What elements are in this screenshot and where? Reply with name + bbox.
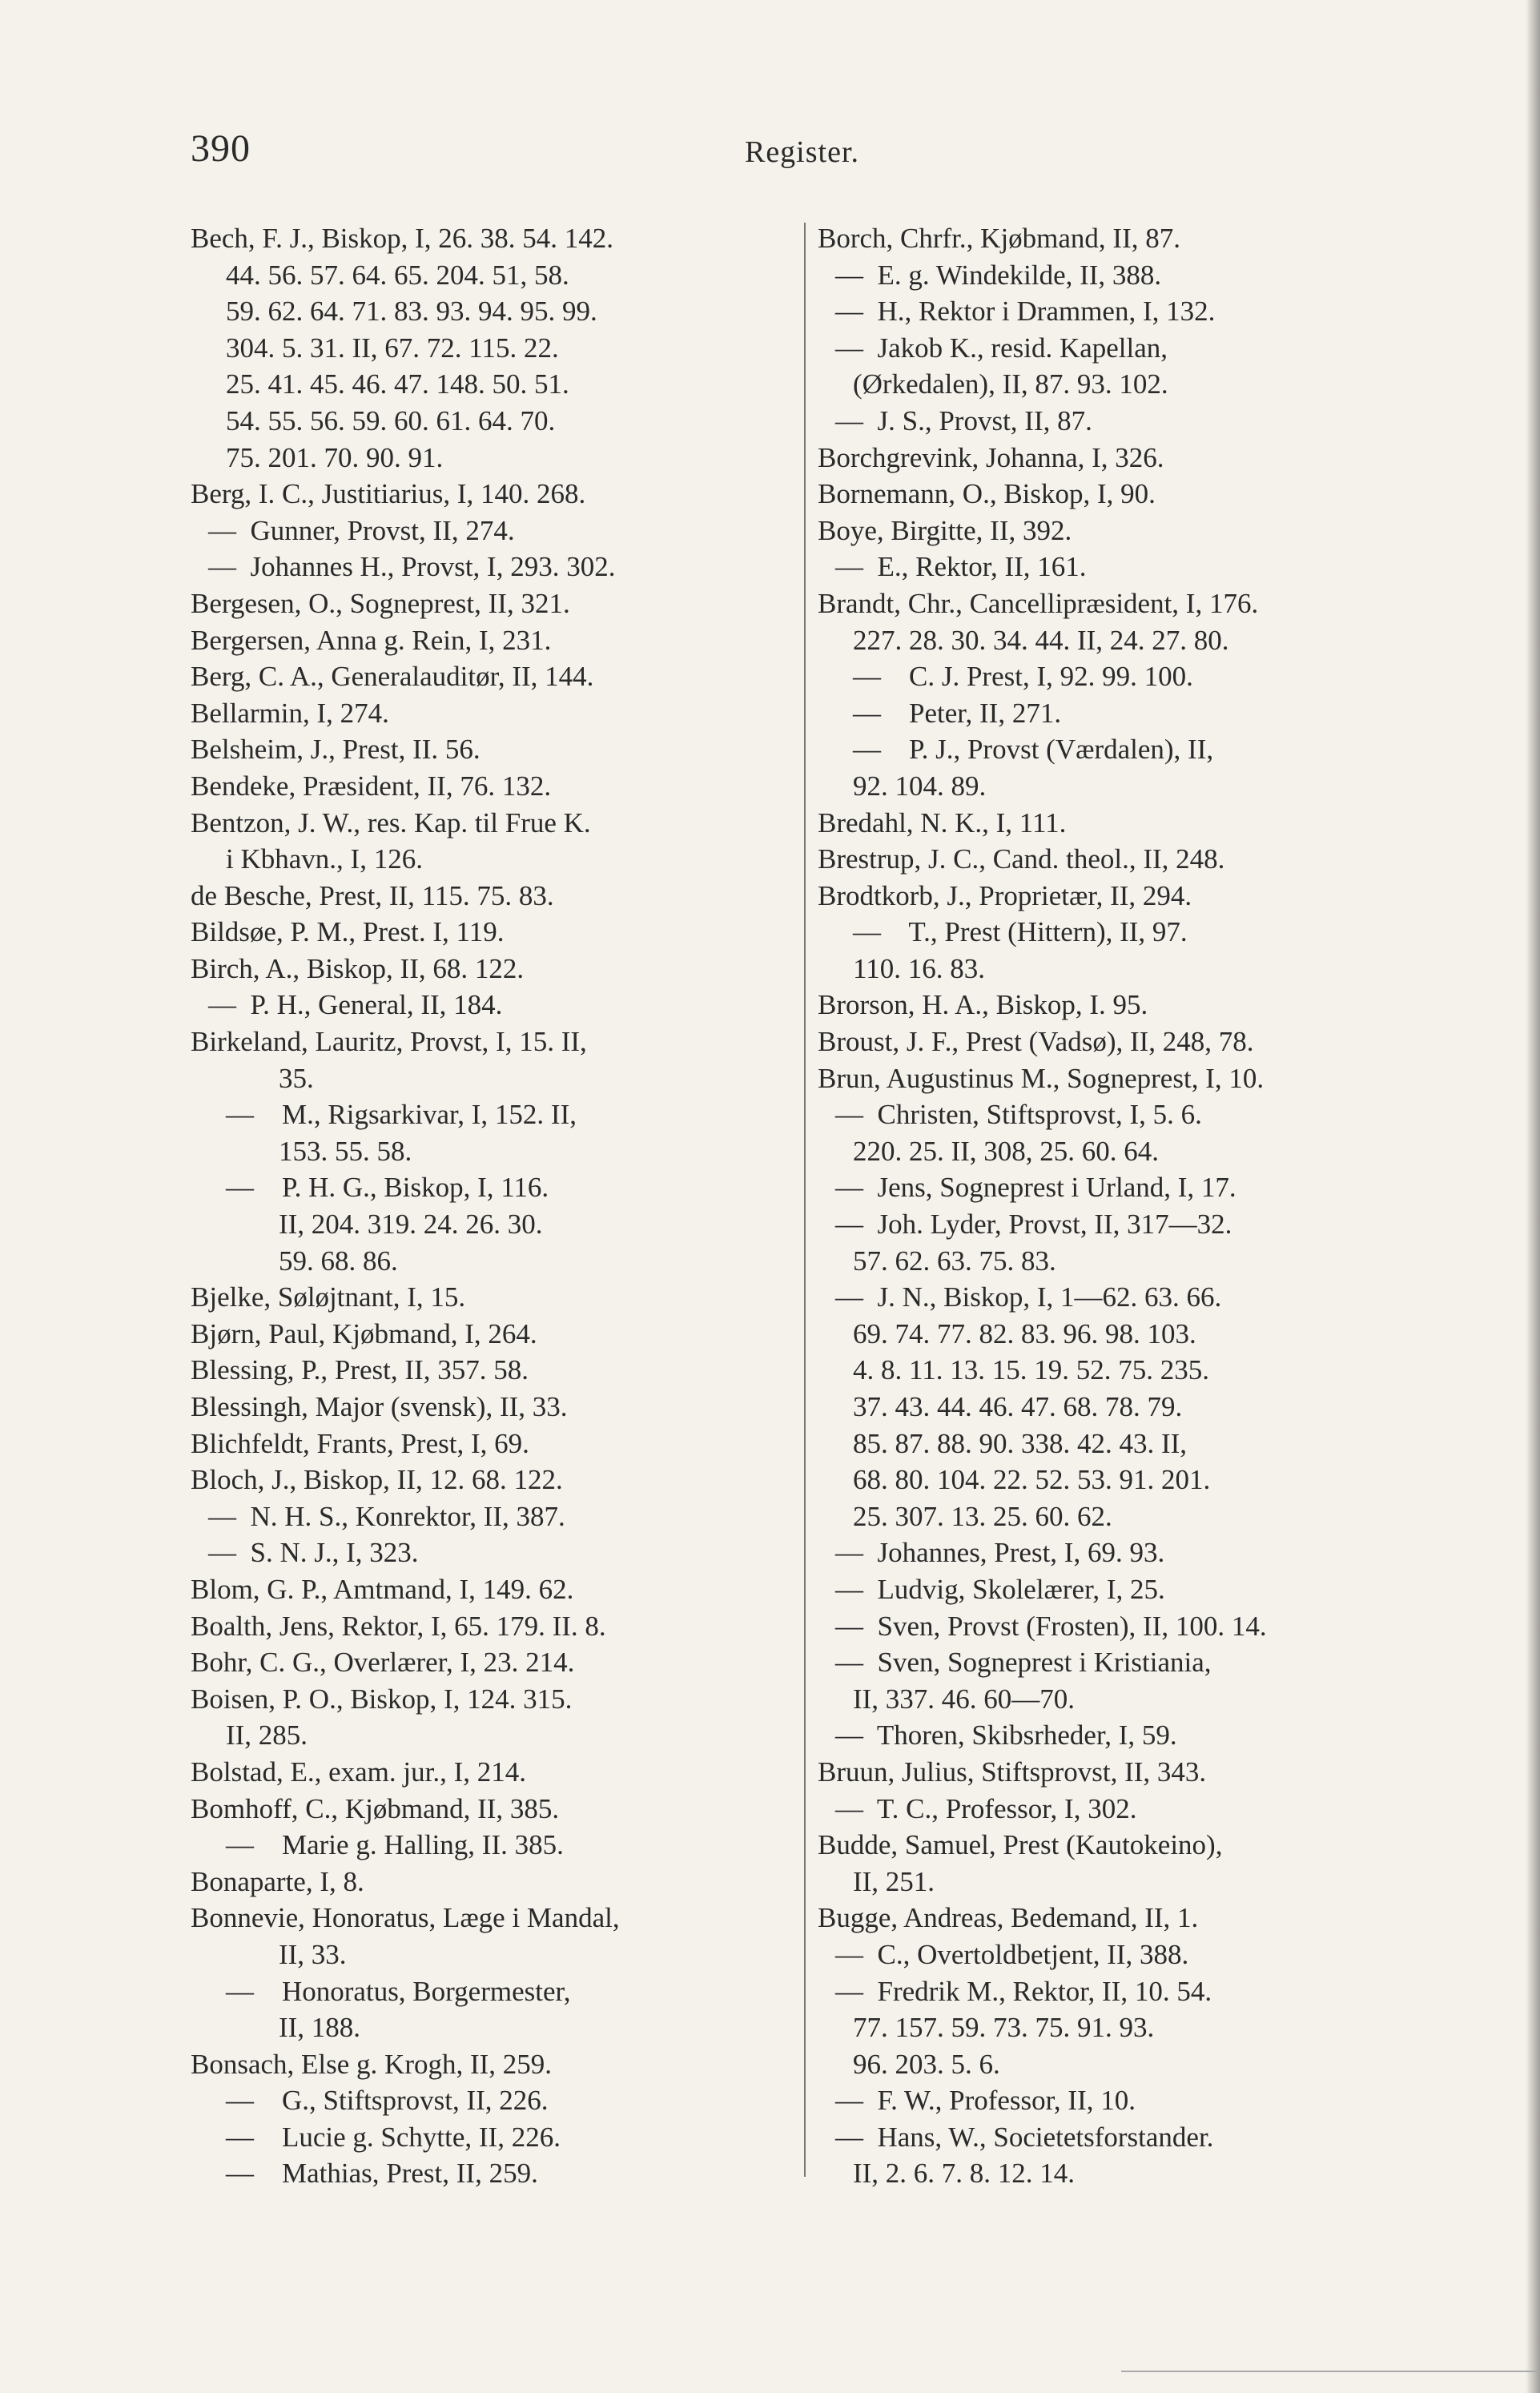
index-line: Blom, G. P., Amtmand, I, 149. 62. <box>191 1573 574 1605</box>
index-line: — Johannes H., Provst, I, 293. 302. <box>208 551 616 583</box>
index-line: — S. N. J., I, 323. <box>208 1537 419 1569</box>
index-line: 304. 5. 31. II, 67. 72. 115. 22. <box>226 332 559 364</box>
index-line: 77. 157. 59. 73. 75. 91. 93. <box>853 2012 1155 2044</box>
index-line: Bugge, Andreas, Bedemand, II, 1. <box>818 1902 1199 1934</box>
index-line: 25. 41. 45. 46. 47. 148. 50. 51. <box>226 368 569 400</box>
index-line: 110. 16. 83. <box>853 952 985 984</box>
index-column-right <box>818 220 1422 2192</box>
index-line: Borchgrevink, Johanna, I, 326. <box>818 441 1164 473</box>
page-edge-shadow <box>1526 0 1540 2393</box>
index-line: Blessing, P., Prest, II, 357. 58. <box>191 1354 529 1386</box>
index-line: (Ørkedalen), II, 87. 93. 102. <box>853 368 1168 400</box>
index-line: II, 33. <box>279 1938 347 1970</box>
index-line: de Besche, Prest, II, 115. 75. 83. <box>191 879 554 911</box>
index-line: — Jakob K., resid. Kapellan, <box>835 332 1168 364</box>
index-line: — Fredrik M., Rektor, II, 10. 54. <box>835 1975 1212 2007</box>
index-line: II, 188. <box>279 2012 361 2044</box>
index-line: Borch, Chrfr., Kjøbmand, II, 87. <box>818 223 1180 254</box>
index-line: — C., Overtoldbetjent, II, 388. <box>835 1938 1189 1970</box>
index-line: Bredahl, N. K., I, 111. <box>818 806 1067 839</box>
index-line: i Kbhavn., I, 126. <box>226 843 423 875</box>
index-line: 37. 43. 44. 46. 47. 68. 78. 79. <box>853 1391 1183 1422</box>
index-line: — Christen, Stiftsprovst, I, 5. 6. <box>835 1099 1202 1131</box>
index-line: — H., Rektor i Drammen, I, 132. <box>835 296 1216 328</box>
column-divider <box>804 223 806 2177</box>
index-line: Bendeke, Præsident, II, 76. 132. <box>191 770 552 802</box>
index-line: — Peter, II, 271. <box>853 697 1062 729</box>
index-line: — P. J., Provst (Værdalen), II, <box>853 734 1214 766</box>
index-line: 153. 55. 58. <box>279 1135 412 1167</box>
index-line: Bech, F. J., Biskop, I, 26. 38. 54. 142. <box>191 223 614 254</box>
index-line: 59. 62. 64. 71. 83. 93. 94. 95. 99. <box>226 296 597 328</box>
index-line: — P. H. G., Biskop, I, 116. <box>226 1172 549 1204</box>
index-line: Blichfeldt, Frants, Prest, I, 69. <box>191 1427 529 1459</box>
index-line: 85. 87. 88. 90. 338. 42. 43. II, <box>853 1427 1188 1459</box>
index-line: — Honoratus, Borgermester, <box>226 1975 571 2007</box>
index-line: Bonsach, Else g. Krogh, II, 259. <box>191 2048 553 2080</box>
index-line: II, 251. <box>853 1865 935 1897</box>
index-line: — F. W., Professor, II, 10. <box>835 2085 1136 2117</box>
index-line: Bentzon, J. W., res. Kap. til Frue K. <box>191 806 591 839</box>
index-line: Belsheim, J., Prest, II. 56. <box>191 734 480 766</box>
index-line: Bomhoff, C., Kjøbmand, II, 385. <box>191 1792 560 1824</box>
index-line: — G., Stiftsprovst, II, 226. <box>226 2085 549 2117</box>
index-line: Blessingh, Major (svensk), II, 33. <box>191 1391 568 1422</box>
index-line: 96. 203. 5. 6. <box>853 2048 1000 2080</box>
index-line: Bornemann, O., Biskop, I, 90. <box>818 478 1156 510</box>
index-line: 69. 74. 77. 82. 83. 96. 98. 103. <box>853 1317 1196 1349</box>
index-line: 54. 55. 56. 59. 60. 61. 64. 70. <box>226 404 556 436</box>
index-line: 92. 104. 89. <box>853 770 987 802</box>
index-line: Birkeland, Lauritz, Provst, I, 15. II, <box>191 1026 587 1058</box>
page-number: 390 <box>191 127 251 170</box>
index-line: — Sven, Sogneprest i Kristiania, <box>835 1647 1212 1679</box>
index-line: 57. 62. 63. 75. 83. <box>853 1245 1056 1277</box>
index-line: — J. N., Biskop, I, 1—62. 63. 66. <box>835 1281 1222 1313</box>
index-line: Bjørn, Paul, Kjøbmand, I, 264. <box>191 1317 537 1349</box>
index-line: 35. <box>279 1062 314 1094</box>
index-line: Bohr, C. G., Overlærer, I, 23. 214. <box>191 1647 575 1679</box>
index-line: — E. g. Windekilde, II, 388. <box>835 259 1162 291</box>
index-line: — N. H. S., Konrektor, II, 387. <box>208 1500 565 1532</box>
index-line: Berg, I. C., Justitiarius, I, 140. 268. <box>191 478 586 510</box>
index-line: Boye, Birgitte, II, 392. <box>818 514 1072 546</box>
index-column-left <box>191 220 793 2192</box>
running-head-title: Register. <box>744 135 860 169</box>
index-line: II, 2. 6. 7. 8. 12. 14. <box>853 2158 1076 2190</box>
index-line: Bergesen, O., Sogneprest, II, 321. <box>191 587 570 619</box>
index-line: Brun, Augustinus M., Sogneprest, I, 10. <box>818 1062 1265 1094</box>
index-line: 4. 8. 11. 13. 15. 19. 52. 75. 235. <box>853 1354 1209 1386</box>
index-line: Boalth, Jens, Rektor, I, 65. 179. II. 8. <box>191 1610 606 1642</box>
index-line: Brestrup, J. C., Cand. theol., II, 248. <box>818 843 1225 875</box>
index-line: 44. 56. 57. 64. 65. 204. 51, 58. <box>226 259 569 291</box>
index-line: Brodtkorb, J., Proprietær, II, 294. <box>818 879 1192 911</box>
index-line: Bloch, J., Biskop, II, 12. 68. 122. <box>191 1464 563 1496</box>
index-line: — Jens, Sogneprest i Urland, I, 17. <box>835 1172 1236 1204</box>
index-line: Brorson, H. A., Biskop, I. 95. <box>818 989 1148 1021</box>
index-line: — T. C., Professor, I, 302. <box>835 1792 1137 1824</box>
index-line: — Gunner, Provst, II, 274. <box>208 514 515 546</box>
index-line: 68. 80. 104. 22. 52. 53. 91. 201. <box>853 1464 1211 1496</box>
index-line: Birch, A., Biskop, II, 68. 122. <box>191 952 525 984</box>
index-line: Brandt, Chr., Cancellipræsident, I, 176. <box>818 587 1259 619</box>
index-line: 227. 28. 30. 34. 44. II, 24. 27. 80. <box>853 624 1229 656</box>
index-line: Bjelke, Søløjtnant, I, 15. <box>191 1281 466 1313</box>
index-line: Bellarmin, I, 274. <box>191 697 389 729</box>
index-line: — T., Prest (Hittern), II, 97. <box>853 916 1188 948</box>
index-line: — M., Rigsarkivar, I, 152. II, <box>226 1099 577 1131</box>
index-line: — E., Rektor, II, 161. <box>835 551 1087 583</box>
index-line: — Hans, W., Societetsforstander. <box>835 2121 1214 2153</box>
index-line: Budde, Samuel, Prest (Kautokeino), <box>818 1829 1223 1861</box>
index-line: Bildsøe, P. M., Prest. I, 119. <box>191 916 505 948</box>
index-line: — Johannes, Prest, I, 69. 93. <box>835 1537 1165 1569</box>
index-line: — Joh. Lyder, Provst, II, 317—32. <box>835 1209 1232 1241</box>
index-line: II, 204. 319. 24. 26. 30. <box>279 1209 543 1241</box>
index-line: Bolstad, E., exam. jur., I, 214. <box>191 1756 526 1788</box>
index-line: 75. 201. 70. 90. 91. <box>226 441 444 473</box>
index-line: 220. 25. II, 308, 25. 60. 64. <box>853 1135 1160 1167</box>
index-line: 25. 307. 13. 25. 60. 62. <box>853 1500 1112 1532</box>
index-line: — Lucie g. Schytte, II, 226. <box>226 2121 561 2153</box>
index-line: II, 285. <box>226 1719 308 1752</box>
index-line: Bergersen, Anna g. Rein, I, 231. <box>191 624 552 656</box>
index-line: Broust, J. F., Prest (Vadsø), II, 248, 78. <box>818 1026 1254 1058</box>
index-line: Boisen, P. O., Biskop, I, 124. 315. <box>191 1683 573 1715</box>
index-line: II, 337. 46. 60—70. <box>853 1683 1076 1715</box>
index-line: Berg, C. A., Generalauditør, II, 144. <box>191 661 594 693</box>
index-line: — Ludvig, Skolelærer, I, 25. <box>835 1573 1165 1605</box>
index-line: Bruun, Julius, Stiftsprovst, II, 343. <box>818 1756 1207 1788</box>
index-line: — Marie g. Halling, II. 385. <box>226 1829 564 1861</box>
index-line: — Sven, Provst (Frosten), II, 100. 14. <box>835 1610 1267 1642</box>
index-line: — J. S., Provst, II, 87. <box>835 404 1092 436</box>
index-line: 59. 68. 86. <box>279 1245 398 1277</box>
index-line: Bonnevie, Honoratus, Læge i Mandal, <box>191 1902 620 1934</box>
index-line: — C. J. Prest, I, 92. 99. 100. <box>853 661 1193 693</box>
index-line: Bonaparte, I, 8. <box>191 1865 364 1897</box>
bottom-scan-rule <box>1121 2371 1540 2372</box>
index-line: — Thoren, Skibsrheder, I, 59. <box>835 1719 1177 1752</box>
index-line: — Mathias, Prest, II, 259. <box>226 2158 538 2190</box>
index-line: — P. H., General, II, 184. <box>208 989 503 1021</box>
